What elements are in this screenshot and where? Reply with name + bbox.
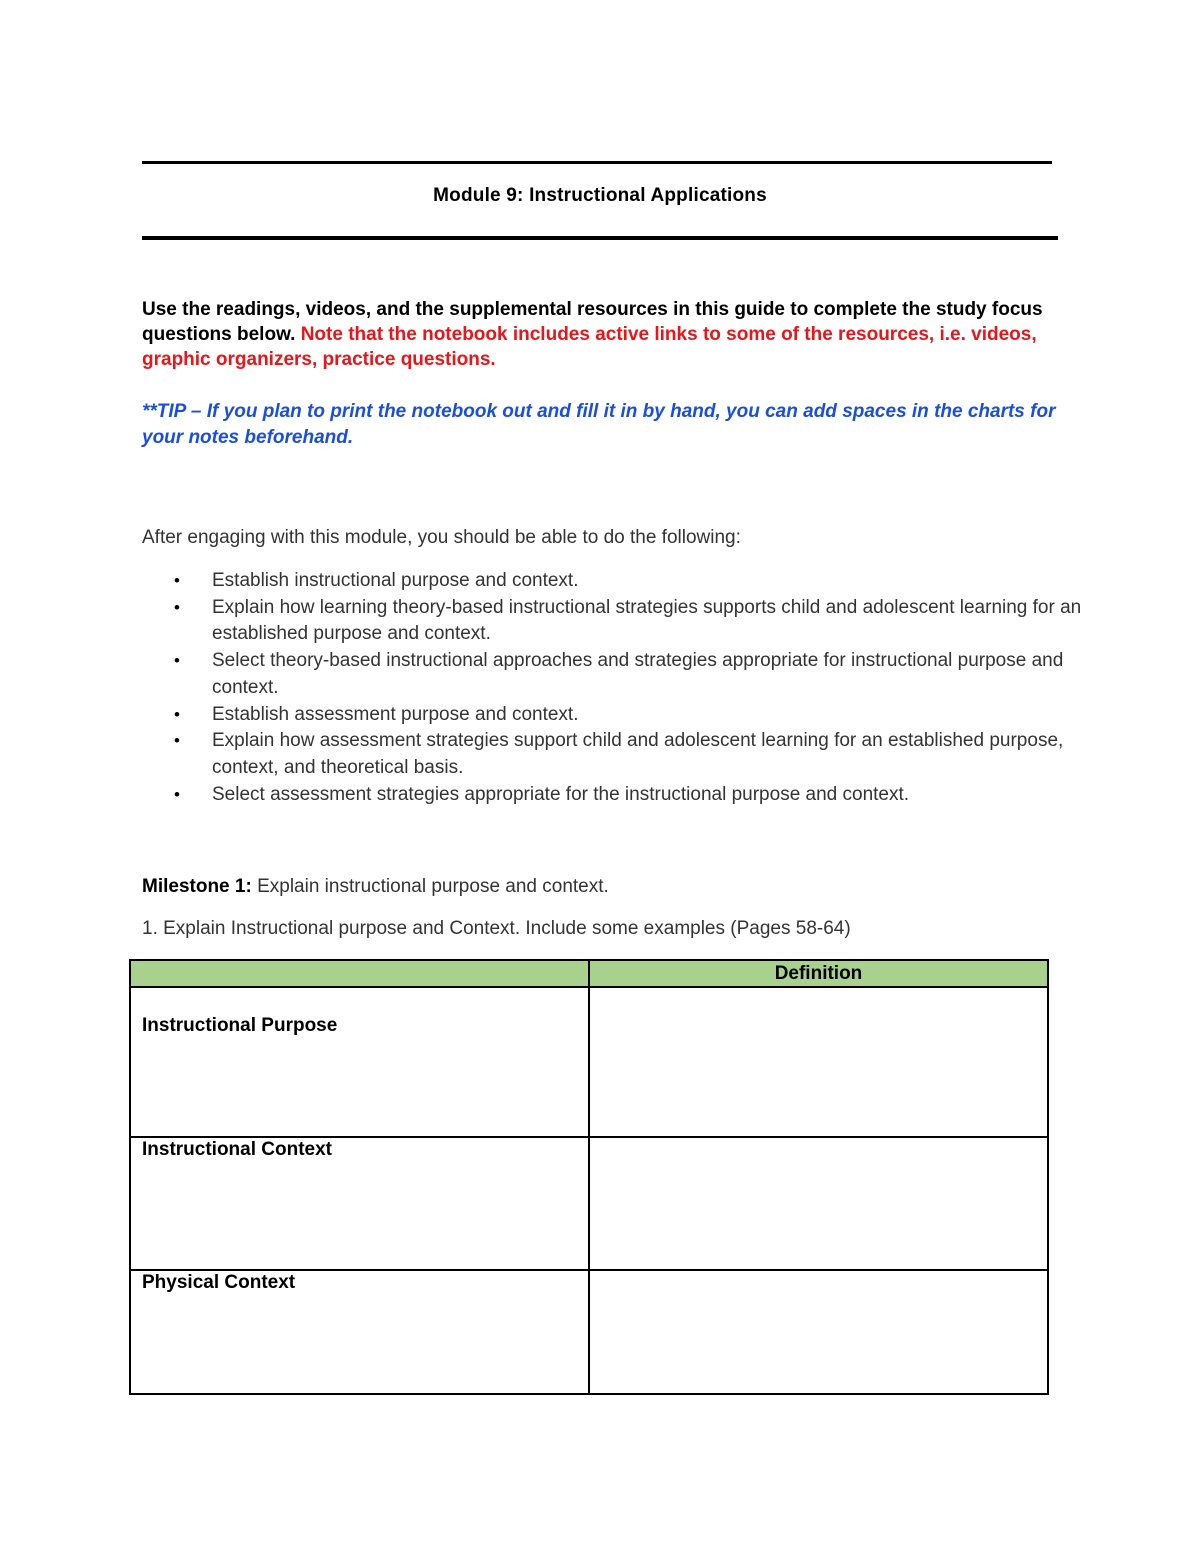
- top-divider: [142, 161, 1052, 164]
- bullet-icon: •: [174, 597, 180, 617]
- page-title: Module 9: Instructional Applications: [433, 185, 767, 206]
- definition-table: [129, 959, 1049, 1395]
- objective-text: Explain how learning theory-based instructional strategies supports child and adolescent learning for an established purpose and context.: [212, 596, 1082, 645]
- bullet-icon: •: [174, 651, 180, 671]
- objectives-lead: After engaging with this module, you should be able to do the following:: [142, 527, 741, 548]
- objective-text: Select theory-based instructional approaches and strategies appropriate for instructional purpose and context.: [212, 650, 1064, 698]
- table-row: [130, 1137, 1048, 1270]
- milestone-heading: [142, 876, 609, 898]
- row-label-cell: [130, 1137, 589, 1270]
- objective-item: [142, 568, 1082, 595]
- objective-item: [142, 702, 1082, 729]
- objective-item: [142, 782, 1082, 809]
- table-header-left: [130, 960, 589, 987]
- row-label-cell: [130, 987, 589, 1137]
- definition-cell[interactable]: [589, 1270, 1048, 1394]
- definition-cell[interactable]: [589, 1137, 1048, 1270]
- question-1: 1. Explain Instructional purpose and Context. Include some examples (Pages 58-64): [142, 918, 851, 939]
- bullet-icon: •: [174, 571, 180, 590]
- row-label: Physical Context: [142, 1272, 296, 1293]
- row-label: Instructional Purpose: [142, 1015, 338, 1036]
- intro-red-note: Note that the notebook includes active links to some of the resources, i.e. videos, graphic organizers, practice questions.: [142, 324, 1037, 370]
- objective-text: Establish instructional purpose and context.: [212, 570, 579, 591]
- milestone-label: Milestone 1:: [142, 876, 252, 897]
- bottom-divider: [142, 236, 1058, 240]
- table-header-definition: Definition: [589, 960, 1048, 987]
- objectives-list: [142, 568, 1082, 808]
- row-label: Instructional Context: [142, 1139, 333, 1160]
- objective-item: [142, 595, 1082, 648]
- definition-cell[interactable]: [589, 987, 1048, 1137]
- objective-item: [142, 728, 1082, 781]
- objective-text: Establish assessment purpose and context.: [212, 703, 579, 725]
- milestone-text: Explain instructional purpose and context.: [251, 876, 609, 897]
- bullet-icon: •: [174, 784, 180, 804]
- objective-text: Explain how assessment strategies support child and adolescent learning for an established purpose, context, and theoretical basis.: [212, 730, 1064, 778]
- row-label-cell: [130, 1270, 589, 1394]
- tip-paragraph: **TIP – If you plan to print the notebook out and fill it in by hand, you can add spaces in the charts for your notes beforehand.: [142, 401, 1056, 448]
- objective-text: Select assessment strategies appropriate for the instructional purpose and context.: [212, 783, 910, 805]
- intro-bold-text: Use the readings, videos, and the supplemental resources in this guide to complete the study focus questions below.: [142, 299, 1043, 345]
- table-row: [130, 987, 1048, 1137]
- bullet-icon: •: [174, 704, 180, 724]
- objective-item: [142, 648, 1082, 701]
- bullet-icon: •: [174, 731, 180, 751]
- intro-paragraph: [142, 297, 1072, 372]
- table-row: [130, 1270, 1048, 1394]
- table-header-row: [130, 960, 1048, 987]
